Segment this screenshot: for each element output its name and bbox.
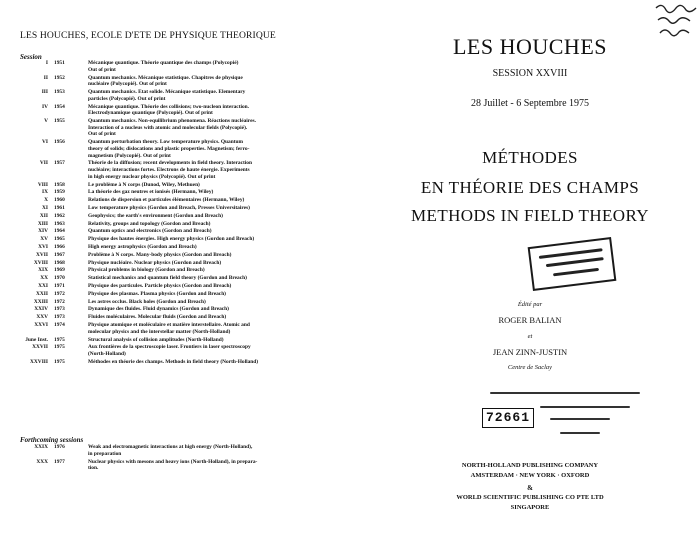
session-year: 1962 bbox=[54, 212, 65, 219]
session-year: 1966 bbox=[54, 244, 65, 250]
topic-line: magnetism (Polycopié). Out of print bbox=[88, 152, 171, 159]
session-topic bbox=[88, 306, 334, 313]
session-year: 1969 bbox=[54, 267, 65, 274]
session-entry bbox=[14, 306, 336, 313]
series-title: LES HOUCHES, ECOLE D'ETE DE PHYSIQUE THEORIQUE bbox=[20, 30, 276, 41]
session-topic bbox=[88, 228, 334, 235]
session-topic bbox=[88, 118, 334, 138]
session-topic bbox=[88, 314, 334, 321]
topic-line: tion. bbox=[88, 465, 99, 472]
topic-line: Mécanique quantique. Théorie quantique des champs (Polycopié) bbox=[88, 60, 239, 66]
session-entry bbox=[14, 60, 336, 73]
topic-line: Méthodes en théorie des champs. Methods in field theory (North-Holland) bbox=[88, 358, 259, 365]
topic-line: Quantum optics and electronics (Gordon and Breach) bbox=[88, 228, 212, 235]
session-year: 1977 bbox=[54, 458, 65, 465]
forthcoming-label: Forthcoming sessions bbox=[20, 436, 84, 444]
affiliation: Centre de Saclay bbox=[507, 364, 553, 371]
topic-line: Physique des plasmas. Plasma physics (Gordon and Breach) bbox=[88, 290, 226, 297]
topic-line: Physique des particules. Particle physics (Gordon and Breach) bbox=[88, 283, 232, 289]
session-year: 1973 bbox=[54, 306, 65, 313]
publisher-2: WORLD SCIENTIFIC PUBLISHING CO PTE LTD bbox=[456, 494, 604, 501]
topic-line: Physique atomique et moléculaire et matière interstellaire. Atomic and bbox=[88, 322, 250, 328]
session-topic bbox=[88, 444, 334, 457]
session-year: 1964 bbox=[54, 228, 65, 235]
session-number: XXVIII bbox=[30, 358, 48, 365]
session-number: SESSION XXVIII bbox=[492, 68, 568, 79]
session-topic bbox=[88, 260, 334, 267]
topic-line: Interaction of a nucleus with atomic and molecular fields (Polycopié). bbox=[88, 124, 248, 131]
session-year: 1963 bbox=[54, 220, 65, 227]
session-topic bbox=[88, 213, 334, 220]
session-entry bbox=[14, 139, 336, 159]
session-year: 1951 bbox=[54, 60, 65, 66]
topic-line: Dynamique des fluides. Fluid dynamics (Gordon and Breach) bbox=[88, 306, 229, 313]
session-topic bbox=[88, 283, 334, 290]
session-entry bbox=[14, 252, 336, 259]
session-year: 1970 bbox=[54, 275, 65, 282]
session-topic bbox=[88, 89, 334, 102]
topic-line: Les astres occlus. Black holes (Gordon and Breach) bbox=[88, 298, 206, 305]
session-year: 1954 bbox=[54, 103, 65, 110]
topic-line: particles (Polycopié). Out of print bbox=[88, 95, 166, 102]
topic-line: Out of print bbox=[88, 66, 116, 73]
session-entry bbox=[14, 221, 336, 228]
session-topic bbox=[88, 359, 334, 366]
edited-by: Édité par bbox=[517, 301, 543, 308]
session-number: X bbox=[44, 197, 48, 204]
session-entry bbox=[14, 160, 336, 180]
session-number: VI bbox=[42, 139, 48, 146]
session-entry bbox=[14, 75, 336, 88]
session-topic bbox=[88, 197, 334, 204]
topic-line: High energy astrophysics (Gordon and Breach) bbox=[88, 244, 197, 250]
session-year: 1961 bbox=[54, 205, 65, 211]
session-topic bbox=[88, 189, 334, 196]
topic-line: Out of print bbox=[88, 131, 116, 138]
session-year: 1975 bbox=[54, 344, 65, 351]
session-topic bbox=[88, 236, 334, 243]
session-year: 1958 bbox=[54, 181, 65, 188]
topic-line: Electrodynamique quantique (Polycopié). Out of print bbox=[88, 110, 213, 117]
publisher-1: NORTH-HOLLAND PUBLISHING COMPANY bbox=[461, 462, 599, 469]
session-topic bbox=[88, 344, 334, 357]
session-entry bbox=[14, 189, 336, 196]
session-year: 1971 bbox=[54, 283, 65, 289]
session-number: XVIII bbox=[33, 259, 48, 266]
session-entry bbox=[14, 205, 336, 212]
session-number: XVI bbox=[38, 244, 48, 250]
session-number: XXIX bbox=[34, 444, 48, 450]
session-topic bbox=[88, 252, 334, 259]
heading-line-1: MÉTHODES bbox=[482, 148, 578, 167]
publisher-1-cities: AMSTERDAM · NEW YORK · OXFORD bbox=[470, 472, 590, 479]
session-topic bbox=[88, 267, 334, 274]
left-page bbox=[14, 0, 336, 538]
session-dates: 28 Juillet - 6 Septembre 1975 bbox=[470, 98, 590, 109]
session-number: XIX bbox=[38, 267, 48, 274]
session-number: XXVII bbox=[32, 344, 48, 351]
topic-line: Quantum perturbation theory. Low temperature physics. Quantum bbox=[88, 139, 244, 146]
session-topic bbox=[88, 459, 334, 472]
heading-line-2: EN THÉORIE DES CHAMPS bbox=[420, 178, 640, 197]
topic-line: Low temperature physics (Gordon and Breach, Presses Universitaires) bbox=[88, 205, 250, 211]
session-entry bbox=[14, 275, 336, 282]
session-year: 1967 bbox=[54, 251, 65, 258]
session-number: XXI bbox=[38, 283, 48, 289]
session-topic bbox=[88, 291, 334, 298]
topic-line: Weak and electromagnetic interactions at high energy (North-Holland), bbox=[88, 444, 253, 450]
session-number: IX bbox=[42, 189, 48, 196]
session-year: 1955 bbox=[54, 118, 65, 124]
session-year: 1968 bbox=[54, 259, 65, 266]
topic-line: Quantum mechanics. Mécanique statistique. Chapitres de physique bbox=[88, 74, 243, 81]
topic-line: Fluides moléculaires. Molecular fluids (Gordon and Breach) bbox=[88, 314, 227, 321]
session-topic bbox=[88, 244, 334, 251]
session-entry bbox=[14, 182, 336, 189]
topic-line: Aux frontières de la spectroscopie laser. Frontiers in laser spectroscopy bbox=[88, 344, 251, 351]
session-year: 1952 bbox=[54, 74, 65, 81]
session-number: XXII bbox=[36, 290, 48, 297]
session-year: 1973 bbox=[54, 314, 65, 321]
session-year: 1956 bbox=[54, 139, 65, 146]
session-year: 1960 bbox=[54, 197, 65, 204]
session-number: XXX bbox=[36, 458, 48, 465]
session-year: 1974 bbox=[54, 322, 65, 328]
accession-stamp bbox=[470, 386, 650, 446]
session-number: June Inst. bbox=[25, 336, 48, 343]
and-word: et bbox=[527, 333, 533, 340]
session-number: VII bbox=[39, 160, 48, 167]
session-number: XXIII bbox=[33, 298, 48, 305]
session-number: XIV bbox=[38, 228, 48, 235]
session-entry bbox=[14, 267, 336, 274]
session-topic bbox=[88, 275, 334, 282]
topic-line: Mécanique quantique. Théorie des collisions; two-nucleon interaction. bbox=[88, 103, 250, 110]
session-entry bbox=[14, 260, 336, 267]
topic-line: molecular physics and the interstellar matter (North-Holland) bbox=[88, 328, 231, 335]
session-number: XXVI bbox=[34, 322, 48, 328]
session-year: 1957 bbox=[54, 160, 65, 167]
session-entry bbox=[14, 283, 336, 290]
session-number: IV bbox=[42, 103, 48, 110]
session-entry bbox=[14, 197, 336, 204]
session-entry bbox=[14, 244, 336, 251]
session-topic bbox=[88, 160, 334, 180]
topic-line: in high energy nuclear physics (Polycopié). Out of print bbox=[88, 173, 216, 180]
session-entry bbox=[14, 314, 336, 321]
handwritten-marks bbox=[650, 0, 700, 44]
editor-2: JEAN ZINN-JUSTIN bbox=[492, 347, 568, 357]
topic-line: Geophysics; the earth's environment (Gordon and Breach) bbox=[88, 212, 223, 219]
session-number: XV bbox=[40, 236, 48, 243]
topic-line: in preparation bbox=[88, 450, 122, 457]
session-year: 1976 bbox=[54, 444, 65, 450]
topic-line: Statistical mechanics and quantum field theory (Gordon and Breach) bbox=[88, 275, 247, 282]
session-number: XI bbox=[42, 205, 48, 211]
topic-line: Quantum mechanics. Etat solide. Mécanique statistique. Elementary bbox=[88, 89, 246, 95]
session-topic bbox=[88, 322, 334, 335]
session-entry bbox=[14, 89, 336, 102]
topic-line: Physical problems in biology (Gordon and Breach) bbox=[88, 267, 205, 274]
session-entry bbox=[14, 344, 336, 357]
topic-line: nucléaire (Polycopié). Out of print bbox=[88, 81, 167, 88]
session-topic bbox=[88, 221, 334, 228]
session-topic bbox=[88, 75, 334, 88]
topic-line: Problème à N corps. Many-body physics (Gordon and Breach) bbox=[88, 251, 232, 258]
session-year: 1972 bbox=[54, 290, 65, 297]
session-number: II bbox=[43, 74, 48, 81]
session-number: V bbox=[44, 118, 48, 124]
session-entry bbox=[14, 104, 336, 117]
topic-line: Physique nucléaire. Nuclear physics (Gordon and Breach) bbox=[88, 259, 222, 266]
topic-line: Relations de dispersion et particules élémentaires (Hermann, Wiley) bbox=[88, 197, 245, 204]
editor-1: ROGER BALIAN bbox=[498, 315, 562, 325]
session-topic bbox=[88, 182, 334, 189]
publisher-2-city: SINGAPORE bbox=[510, 504, 550, 511]
session-label: Session bbox=[20, 53, 42, 61]
session-entry bbox=[14, 337, 336, 344]
session-year: 1959 bbox=[54, 189, 65, 196]
topic-line: Relativity, groups and topology (Gordon and Breach) bbox=[88, 220, 211, 227]
topic-line: Le problème à N corps (Dunod, Wiley, Methuen) bbox=[88, 181, 200, 188]
topic-line: (North-Holland) bbox=[88, 351, 126, 357]
session-topic bbox=[88, 337, 334, 344]
session-entry bbox=[14, 118, 336, 138]
session-year: 1975 bbox=[54, 336, 65, 343]
session-number: XIII bbox=[37, 220, 48, 227]
session-number: XXV bbox=[36, 314, 48, 321]
session-entry bbox=[14, 299, 336, 306]
session-year: 1972 bbox=[54, 298, 65, 305]
session-topic bbox=[88, 299, 334, 306]
session-number: XXIV bbox=[34, 306, 48, 313]
topic-line: Théorie de la diffusion; recent developments in field theory. Interaction bbox=[88, 160, 253, 167]
session-number: III bbox=[41, 89, 48, 95]
heading-line-3: METHODS IN FIELD THEORY bbox=[411, 206, 649, 225]
session-entry bbox=[14, 359, 336, 366]
session-number: I bbox=[45, 60, 48, 66]
topic-line: Structural analysis of collision amplitudes (North-Holland) bbox=[88, 336, 224, 343]
accession-number: 72661 bbox=[482, 408, 534, 428]
session-entry bbox=[14, 228, 336, 235]
topic-line: nucléaire; interactions fortes. Electrons de haute énergie. Experiments bbox=[88, 167, 250, 174]
session-entry bbox=[14, 459, 336, 472]
session-number: XVII bbox=[36, 251, 48, 258]
session-entry bbox=[14, 322, 336, 335]
session-number: XX bbox=[40, 275, 48, 282]
topic-line: Nuclear physics with mesons and heavy ions (North-Holland), in prepara- bbox=[88, 458, 258, 465]
session-year: 1965 bbox=[54, 236, 65, 243]
session-entry bbox=[14, 236, 336, 243]
topic-line: Physique des hautes énergies. High energy physics (Gordon and Breach) bbox=[88, 236, 255, 243]
session-topic bbox=[88, 205, 334, 212]
session-entry bbox=[14, 291, 336, 298]
session-year: 1953 bbox=[54, 89, 65, 95]
publisher-ampersand: & bbox=[527, 484, 533, 492]
topic-line: Quantum mechanics. Non-equilibrium phenomena. Réactions nucléaires. bbox=[88, 118, 256, 124]
session-number: VIII bbox=[37, 181, 48, 188]
session-topic bbox=[88, 104, 334, 117]
session-year: 1975 bbox=[54, 358, 65, 365]
topic-line: La théorie des gaz neutres et ionisés (Hermann, Wiley) bbox=[88, 189, 214, 196]
topic-line: theory of solids; dislocations and plastic properties. Magnetism; ferro- bbox=[88, 145, 250, 152]
session-topic bbox=[88, 139, 334, 159]
session-entry bbox=[14, 213, 336, 220]
book-title: LES HOUCHES bbox=[452, 34, 607, 59]
session-entry bbox=[14, 444, 336, 457]
session-number: XII bbox=[39, 212, 48, 219]
session-topic bbox=[88, 60, 334, 73]
